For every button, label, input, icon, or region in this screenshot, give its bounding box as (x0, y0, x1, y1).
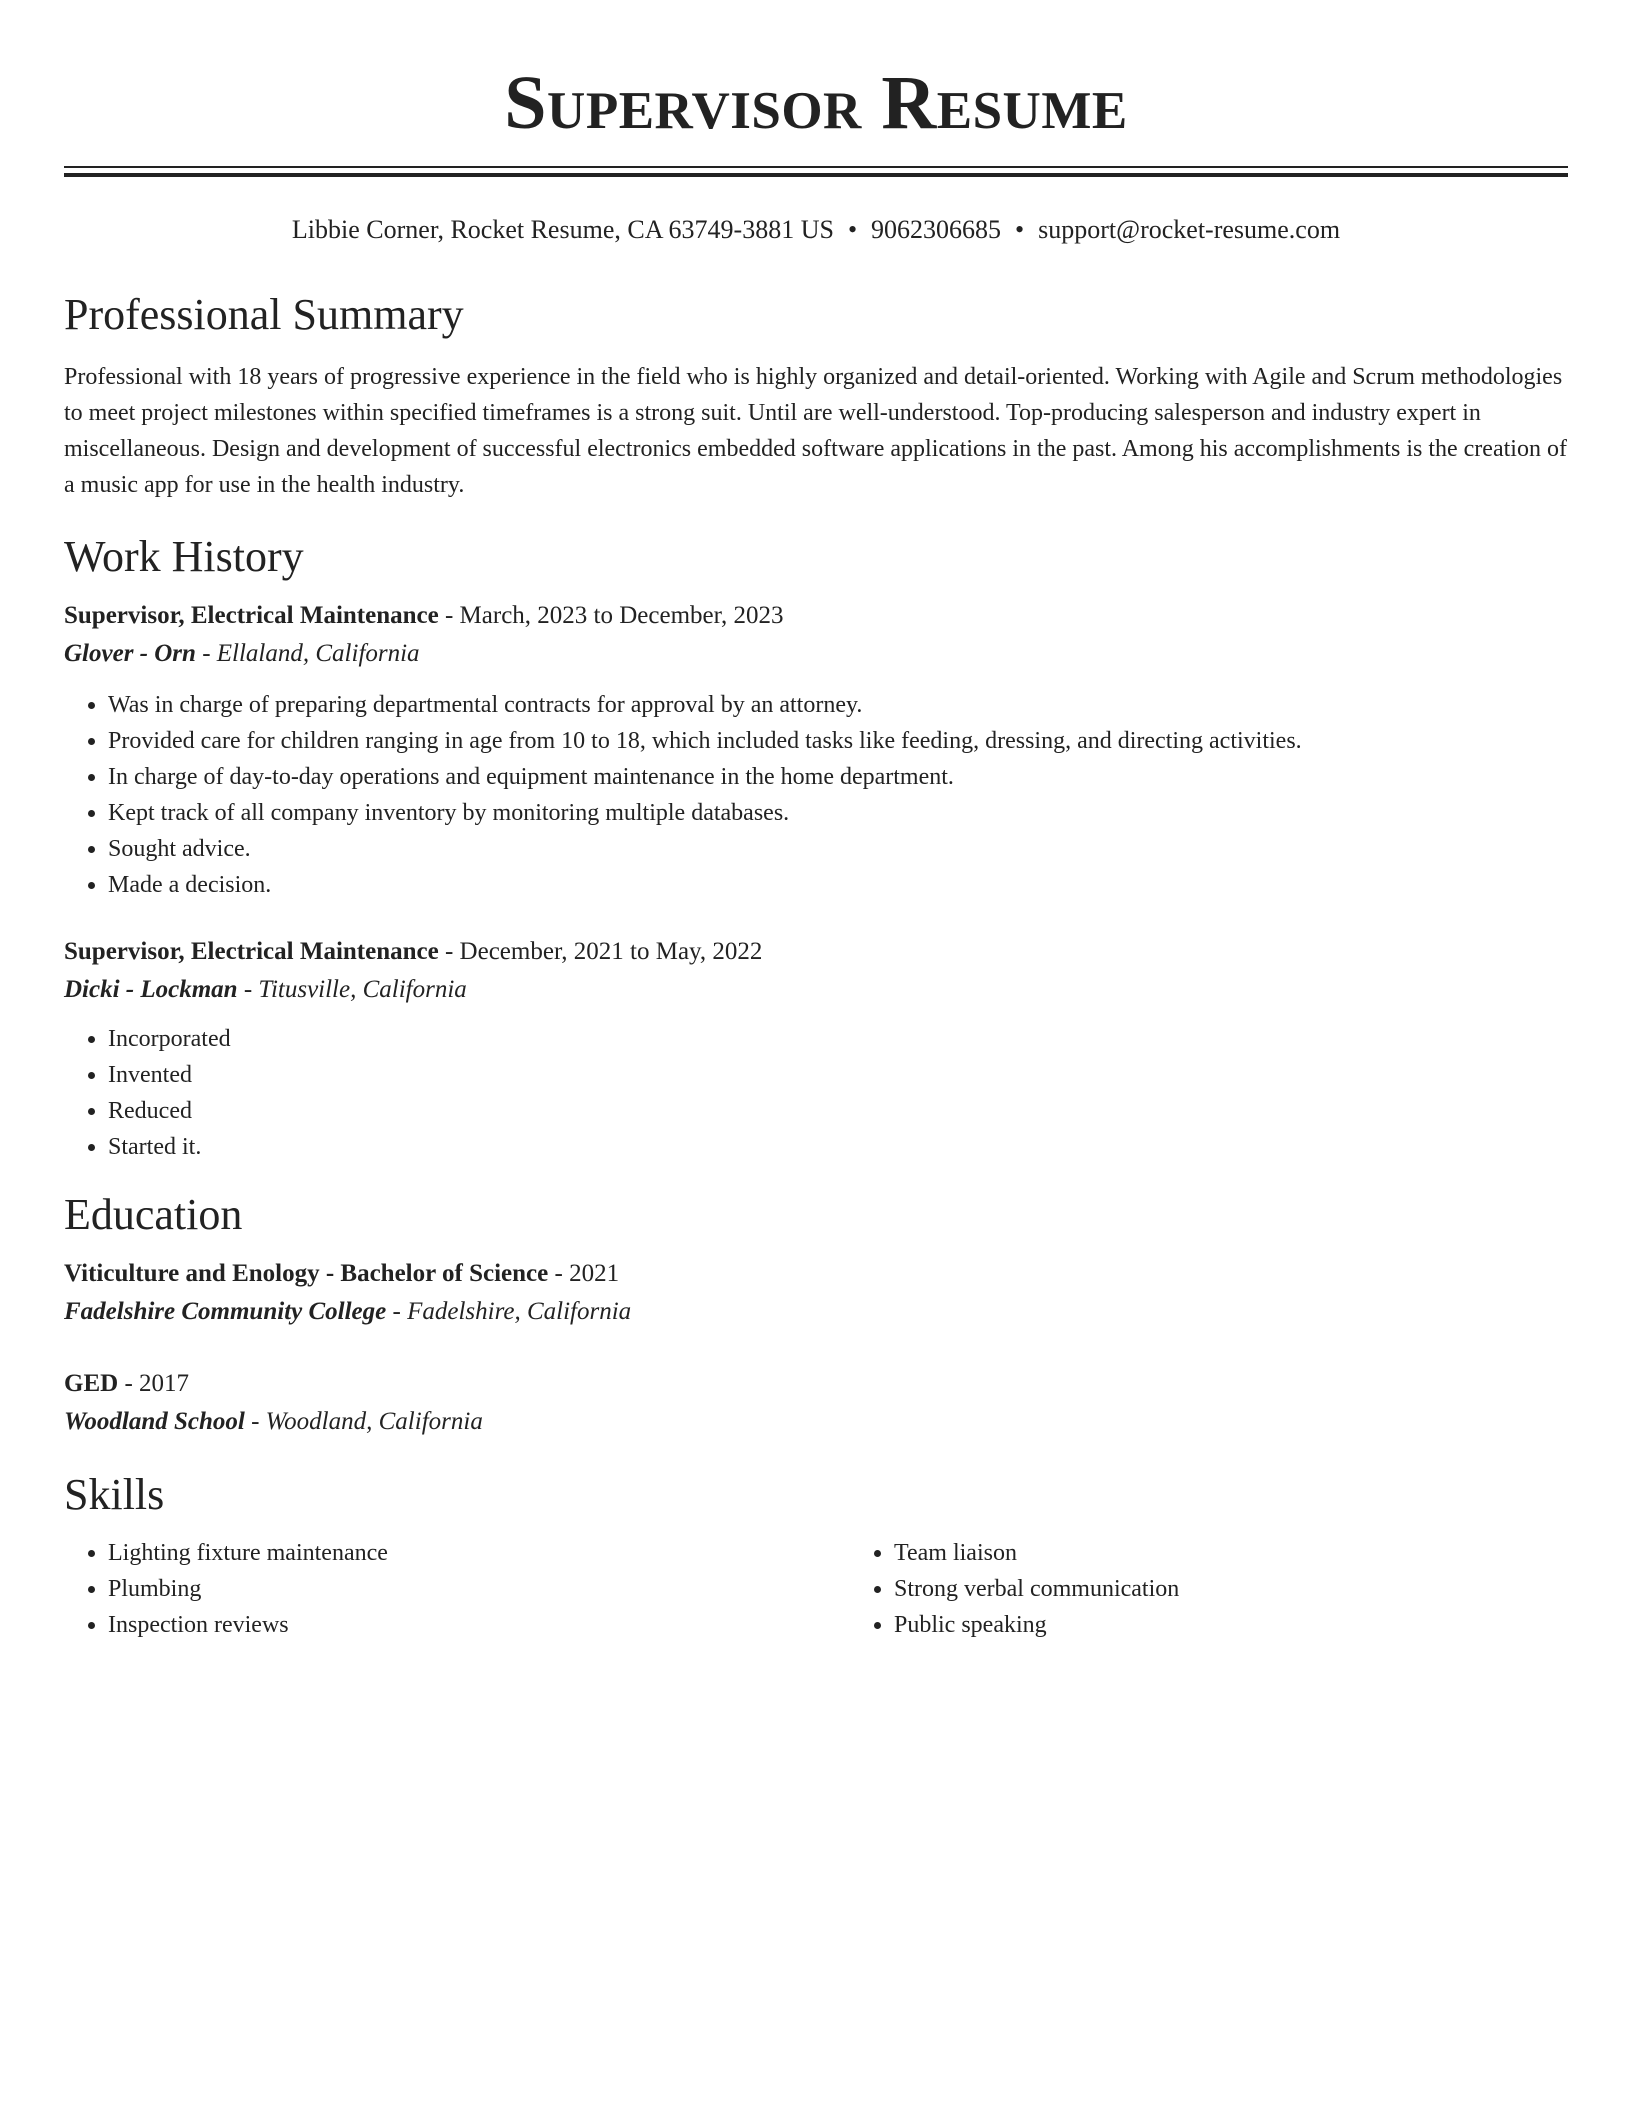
education-school-line (64, 1403, 1568, 1441)
list-item: • Incorporated (108, 1021, 1568, 1057)
contact-address: Libbie Corner, Rocket Resume, CA 63749-3881 US (291, 215, 834, 244)
education-location: - Woodland, California (244, 1408, 483, 1435)
list-item: • Was in charge of preparing departmental contracts for approval by an attorney. (108, 687, 1568, 723)
skills-list-left (64, 1535, 850, 1643)
education-school-line (64, 1293, 1568, 1331)
list-item: • Invented (108, 1057, 1568, 1093)
skill-item: • Team liaison (894, 1535, 1632, 1571)
list-item: • Sought advice. (108, 831, 1568, 867)
job-title: Supervisor, Electrical Maintenance (64, 938, 439, 965)
job-company: Dicki - Lockman (64, 976, 238, 1003)
contact-phone: 9062306685 (871, 215, 1002, 244)
education-entry (64, 1365, 1568, 1441)
education-header (64, 1365, 1568, 1403)
skills-columns (64, 1535, 1568, 1643)
job-entry (64, 933, 1568, 1165)
skill-item: • Lighting fixture maintenance (108, 1535, 850, 1571)
contact-email: support@rocket-resume.com (1038, 215, 1341, 244)
work-history-heading: Work History (64, 532, 304, 581)
title-double-rule (64, 166, 1568, 177)
education-heading: Education (64, 1190, 243, 1239)
job-company-line (64, 635, 1568, 673)
job-dates: - March, 2023 to December, 2023 (438, 602, 784, 629)
education-location: - Fadelshire, California (386, 1298, 632, 1325)
education-header (64, 1255, 1568, 1293)
contact-separator: • (1015, 215, 1025, 244)
job-title: Supervisor, Electrical Maintenance (64, 602, 439, 629)
job-location: - Titusville, California (237, 976, 467, 1003)
job-duties-list (64, 687, 1568, 903)
summary-text: Professional with 18 years of progressive experience in the field who is highly organized and detail-oriented. Working with Agile and Scrum methodologies to meet project milestones within specified timeframes is a strong suit. Until are well-understood. Top-producing salesperson and industry expert in miscellaneous. Design and development of successful electronics embedded software applications in the past. Among his accomplishments is the creation of a music app for use in the health industry. (64, 364, 1567, 498)
education-year: - 2021 (548, 1260, 620, 1287)
job-entry (64, 597, 1568, 903)
job-company-line (64, 971, 1568, 1009)
education-school: Fadelshire Community College (64, 1298, 387, 1325)
list-item: • Made a decision. (108, 867, 1568, 903)
skill-item: • Strong verbal communication (894, 1571, 1632, 1607)
education-year: - 2017 (118, 1370, 190, 1397)
education-school: Woodland School (64, 1408, 245, 1435)
summary-heading: Professional Summary (64, 290, 464, 339)
skills-list-right (850, 1535, 1632, 1643)
job-dates: - December, 2021 to May, 2022 (438, 938, 763, 965)
job-header (64, 597, 1568, 635)
list-item: • Kept track of all company inventory by monitoring multiple databases. (108, 795, 1568, 831)
job-header (64, 933, 1568, 971)
skill-item: • Plumbing (108, 1571, 850, 1607)
contact-line (64, 213, 1568, 247)
contact-separator: • (847, 215, 858, 244)
skill-item: • Public speaking (894, 1607, 1632, 1643)
skills-heading: Skills (64, 1470, 165, 1519)
education-degree: GED (64, 1370, 119, 1397)
skill-item: • Inspection reviews (108, 1607, 850, 1643)
list-item: • Reduced (108, 1093, 1568, 1129)
job-duties-list (64, 1021, 1568, 1165)
list-item: • Started it. (108, 1129, 1568, 1165)
education-entry (64, 1255, 1568, 1331)
resume-title: Supervisor Resume (504, 61, 1128, 145)
job-company: Glover - Orn (64, 640, 196, 667)
education-degree: Viticulture and Enology - Bachelor of Science (64, 1260, 549, 1287)
list-item: • In charge of day-to-day operations and equipment maintenance in the home department. (108, 759, 1568, 795)
job-location: - Ellaland, California (195, 640, 420, 667)
list-item: • Provided care for children ranging in age from 10 to 18, which included tasks like feeding, dressing, and directing activities. (108, 723, 1568, 759)
